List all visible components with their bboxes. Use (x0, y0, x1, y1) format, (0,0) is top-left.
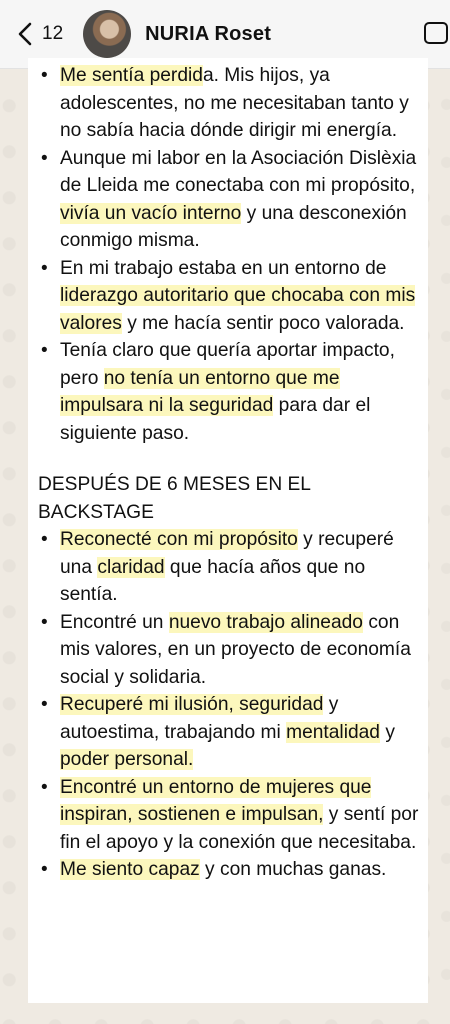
list-item (38, 62, 420, 145)
list-item (38, 526, 420, 609)
message-text: Encontré un (60, 611, 169, 633)
message-text: y (379, 721, 395, 743)
list-item (38, 691, 420, 774)
highlighted-text: liderazgo autoritario que chocaba con mis valores (60, 285, 416, 334)
chevron-left-icon (16, 22, 34, 46)
message-text: para dar el siguiente paso. (60, 395, 371, 444)
message-text: y una desconexión conmigo misma. (60, 202, 407, 251)
back-button[interactable] (16, 22, 63, 46)
video-call-icon[interactable] (424, 22, 448, 44)
before-list (38, 62, 420, 447)
list-item (38, 856, 420, 884)
highlighted-text: claridad (97, 556, 165, 578)
highlighted-text: vivía un vacío interno (60, 202, 242, 224)
list-item (38, 145, 420, 255)
list-item (38, 337, 420, 447)
after-list (38, 526, 420, 884)
list-item (38, 774, 420, 857)
message-text: y recuperé una (60, 529, 394, 578)
message-text: En mi trabajo estaba en un entorno de (60, 257, 387, 279)
message-text: y me hacía sentir poco valorada. (121, 312, 405, 334)
list-item (38, 255, 420, 338)
highlighted-text: no tenía un entorno que me impulsara ni la seguridad (60, 367, 340, 416)
message-text: Aunque mi labor en la Asociación Dislèxia de Lleida me conectaba con mi propósito, (60, 147, 417, 196)
highlighted-text: nuevo trabajo alineado (168, 611, 363, 633)
highlighted-text: poder personal. (60, 749, 194, 770)
message-text: y sentí por fin el apoyo y la conexión que necesitaba. (60, 804, 419, 853)
unread-count: 12 (42, 23, 64, 44)
message-text: con mis valores, en un proyecto de economía social y solidaria. (60, 611, 411, 688)
message-text: y autoestima, trabajando mi (60, 694, 339, 743)
message-text: a. Mis hijos, ya adolescentes, no me necesitaban tanto y no sabía hacia dónde dirigir mi energía. (60, 65, 409, 141)
highlighted-text: Reconecté con mi propósito (60, 529, 298, 550)
contact-name[interactable]: NURIA Roset (145, 22, 272, 45)
highlighted-text: Encontré un entorno de mujeres que inspiran, sostienen e impulsan, (60, 776, 372, 825)
highlighted-text: Me siento capaz (60, 859, 200, 880)
message-bubble[interactable] (28, 58, 428, 1003)
list-item (38, 609, 420, 692)
message-text: que hacía años que no sentía. (60, 556, 366, 605)
message-text: Tenía claro que quería aportar impacto, pero (60, 340, 395, 389)
section-title: DESPUÉS DE 6 MESES EN EL BACKSTAGE (38, 474, 311, 523)
avatar[interactable] (83, 10, 131, 58)
highlighted-text: Me sentía perdid (60, 65, 203, 86)
highlighted-text: mentalidad (286, 721, 380, 743)
highlighted-text: Recuperé mi ilusión, seguridad (60, 694, 324, 715)
message-text: y con muchas ganas. (199, 859, 387, 880)
